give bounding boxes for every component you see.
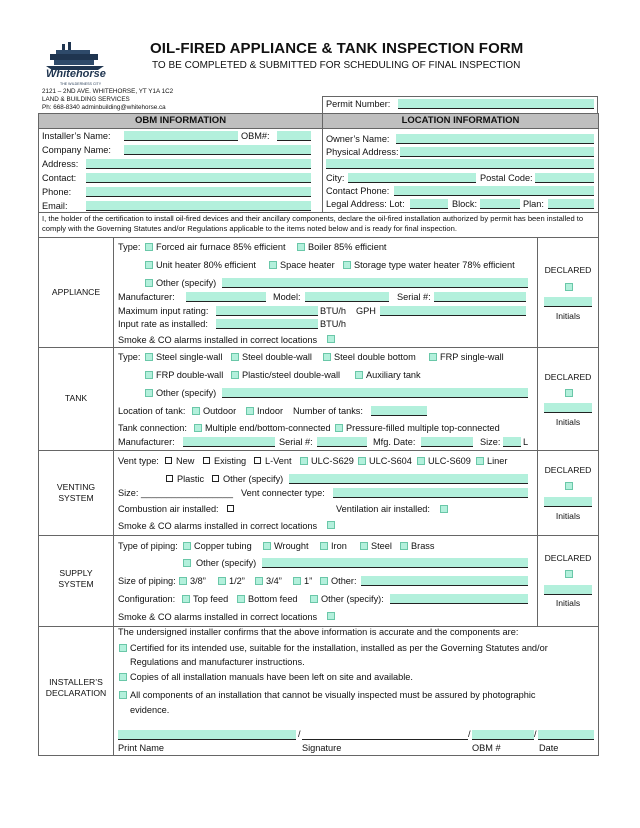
location-heading: LOCATION INFORMATION <box>323 114 598 128</box>
bottom-feed-label: Bottom feed <box>248 594 298 604</box>
obm-number-field[interactable] <box>277 131 311 141</box>
vent-new-label: New <box>176 456 195 466</box>
tank-initials-field[interactable] <box>544 403 592 413</box>
postal-code-label: Postal Code: <box>480 173 533 183</box>
storage-heater-label: Storage type water heater 78% efficient <box>354 260 515 270</box>
venting-declared-label: DECLARED <box>544 465 592 475</box>
steel-checkbox[interactable] <box>360 542 368 550</box>
supply-alarms-label: Smoke & CO alarms installed in correct locations <box>118 612 318 622</box>
contact-label: Contact: <box>42 173 77 183</box>
supply-section-label <box>39 568 113 590</box>
l-vent-label: L-Vent <box>265 456 292 466</box>
steel-label: Steel <box>371 541 392 551</box>
office-address: 2121 – 2ND AVE. WHITEHORSE, YT Y1A 1C2 <box>42 88 174 95</box>
form-title: OIL-FIRED APPLIANCE & TANK INSPECTION FORM <box>150 40 524 57</box>
phone-label: Phone: <box>42 187 72 197</box>
max-input-btu-unit: BTU/h <box>320 306 347 316</box>
installer-name-field[interactable] <box>124 131 238 141</box>
tank-declared-checkbox[interactable] <box>565 389 573 397</box>
space-heater-checkbox[interactable] <box>269 261 277 269</box>
vent-existing-label: Existing <box>214 456 247 466</box>
input-rate-field[interactable] <box>216 319 318 329</box>
size-other-field[interactable] <box>361 576 528 586</box>
date-label: Date <box>539 743 559 753</box>
pressure-filled-checkbox[interactable] <box>335 424 343 432</box>
liner-label: Liner <box>487 456 508 466</box>
size-1-label: 1” <box>304 576 313 586</box>
config-other-field[interactable] <box>390 594 528 604</box>
owner-name-field[interactable] <box>396 134 594 144</box>
form-subtitle: TO BE COMPLETED & SUBMITTED FOR SCHEDULING OF FINAL INSPECTION <box>152 60 521 71</box>
ventilation-air-label: Ventilation air installed: <box>336 504 430 514</box>
email-field[interactable] <box>86 201 311 211</box>
installer-confirm-text: The undersigned installer confirms that the above information is accurate and the components are: <box>118 627 519 637</box>
tank-connection-label: Tank connection: <box>118 423 187 433</box>
supply-initials-field[interactable] <box>544 585 592 595</box>
piping-other-checkbox[interactable] <box>183 559 191 567</box>
gph-label: GPH <box>356 306 376 316</box>
permit-label: Permit Number: <box>326 99 391 109</box>
appliance-type-label: Type: <box>118 242 141 252</box>
appliance-model-label: Model: <box>273 292 301 302</box>
copper-label: Copper tubing <box>194 541 252 551</box>
tank-location-label: Location of tank: <box>118 406 186 416</box>
venting-label-line2: SYSTEM <box>58 493 94 503</box>
top-feed-label: Top feed <box>193 594 229 604</box>
venting-initials-field[interactable] <box>544 497 592 507</box>
photo-evidence-line1: All components of an installation that cannot be visually inspected must be assured by photographic <box>130 690 536 700</box>
tank-size-label: Size: <box>480 437 501 447</box>
block-field[interactable] <box>480 199 520 209</box>
contact-phone-field[interactable] <box>394 186 594 196</box>
storage-heater-checkbox[interactable] <box>343 261 351 269</box>
config-other-label: Other (specify): <box>321 594 384 604</box>
logo-text: Whitehorse <box>46 68 106 80</box>
max-input-label: Maximum input rating: <box>118 306 209 316</box>
configuration-label: Configuration: <box>118 594 176 604</box>
city-field[interactable] <box>348 173 476 183</box>
obm-signoff-label: OBM # <box>472 743 501 753</box>
venting-initials-label: Initials <box>555 511 581 521</box>
tank-initials-label: Initials <box>555 417 581 427</box>
steel-single-checkbox[interactable] <box>145 353 153 361</box>
photo-evidence-line2: evidence. <box>130 705 170 715</box>
vent-other-label: Other (specify) <box>223 474 284 484</box>
iron-checkbox[interactable] <box>320 542 328 550</box>
appliance-manufacturer-label: Manufacturer: <box>118 292 175 302</box>
appliance-declared-label: DECLARED <box>544 265 592 275</box>
manuals-checkbox[interactable] <box>119 673 127 681</box>
indoor-checkbox[interactable] <box>246 407 254 415</box>
unit-heater-label: Unit heater 80% efficient <box>156 260 256 270</box>
size-12-checkbox[interactable] <box>218 577 226 585</box>
permit-number-field[interactable] <box>398 99 594 109</box>
input-rate-label: Input rate as installed: <box>118 319 208 329</box>
ulc609-checkbox[interactable] <box>417 457 425 465</box>
iron-label: Iron <box>331 541 347 551</box>
combustion-air-label: Combustion air installed: <box>118 504 219 514</box>
config-other-checkbox[interactable] <box>310 595 318 603</box>
piping-size-label: Size of piping: <box>118 576 176 586</box>
installer-name-label: Installer’s Name: <box>42 131 111 141</box>
logo-tagline: THE WILDERNESS CITY <box>60 82 102 86</box>
tank-serial-label: Serial #: <box>279 437 313 447</box>
company-name-field[interactable] <box>124 145 311 155</box>
venting-alarms-label: Smoke & CO alarms installed in correct locations <box>118 521 318 531</box>
installer-declaration-label <box>39 677 113 699</box>
bottom-feed-checkbox[interactable] <box>237 595 245 603</box>
frp-single-label: FRP single-wall <box>440 352 504 362</box>
indoor-label: Indoor <box>257 406 284 416</box>
steel-double-label: Steel double-wall <box>242 352 312 362</box>
physical-address-label: Physical Address: <box>326 147 399 157</box>
appliance-serial-label: Serial #: <box>397 292 431 302</box>
appliance-other-checkbox[interactable] <box>145 279 153 287</box>
department: LAND & BUILDING SERVICES <box>42 96 130 103</box>
owner-name-label: Owner’s Name: <box>326 134 390 144</box>
multiple-end-label: Multiple end/bottom-connected <box>205 423 331 433</box>
supply-declared-label: DECLARED <box>544 553 592 563</box>
supply-initials-label: Initials <box>555 598 581 608</box>
certified-line2: Regulations and manufacturer instructions. <box>130 657 305 667</box>
vent-size-label: Size: __________________ <box>118 488 233 498</box>
size-other-label: Other: <box>331 576 357 586</box>
vent-other-checkbox[interactable] <box>212 475 219 482</box>
supply-alarms-checkbox[interactable] <box>327 612 335 620</box>
appliance-other-label: Other (specify) <box>156 278 217 288</box>
ulc629-checkbox[interactable] <box>300 457 308 465</box>
gph-field[interactable] <box>380 306 526 316</box>
supply-declared-checkbox[interactable] <box>565 570 573 578</box>
steel-double-checkbox[interactable] <box>231 353 239 361</box>
space-heater-label: Space heater <box>280 260 335 270</box>
contact-field[interactable] <box>86 173 311 183</box>
obm-heading: OBM INFORMATION <box>39 114 322 128</box>
vent-existing-checkbox[interactable] <box>203 457 210 464</box>
tank-manufacturer-field[interactable] <box>183 437 275 447</box>
piping-other-field[interactable] <box>262 558 528 568</box>
print-name-label: Print Name <box>118 743 164 753</box>
steel-double-bottom-checkbox[interactable] <box>323 353 331 361</box>
tank-other-label: Other (specify) <box>156 388 217 398</box>
frp-double-checkbox[interactable] <box>145 371 153 379</box>
appliance-section-label: APPLIANCE <box>51 287 101 297</box>
block-label: Block: <box>452 199 478 209</box>
appliance-model-field[interactable] <box>305 292 389 302</box>
steel-double-bottom-label: Steel double bottom <box>334 352 416 362</box>
venting-section-label <box>39 482 113 504</box>
liner-checkbox[interactable] <box>476 457 484 465</box>
size-34-checkbox[interactable] <box>255 577 263 585</box>
certified-line1: Certified for its intended use, suitable for the installation, installed as per the Governing Statutes and/or <box>130 643 548 653</box>
company-name-label: Company Name: <box>42 145 111 155</box>
appliance-initials-field[interactable] <box>544 297 592 307</box>
plastic-steel-checkbox[interactable] <box>231 371 239 379</box>
supply-label-line1: SUPPLY <box>59 568 93 578</box>
physical-address-field[interactable] <box>400 147 594 157</box>
appliance-declared-checkbox[interactable] <box>565 283 573 291</box>
frp-single-checkbox[interactable] <box>429 353 437 361</box>
print-name-field[interactable] <box>118 730 296 740</box>
city-label: City: <box>326 173 345 183</box>
tank-other-checkbox[interactable] <box>145 389 153 397</box>
auxiliary-tank-label: Auxiliary tank <box>366 370 421 380</box>
tank-size-unit: L <box>523 437 529 447</box>
address-field[interactable] <box>86 159 311 169</box>
contact-phone-label: Contact Phone: <box>326 186 390 196</box>
brass-checkbox[interactable] <box>400 542 408 550</box>
appliance-alarms-label: Smoke & CO alarms installed in correct locations <box>118 335 318 345</box>
tank-count-field[interactable] <box>371 406 427 416</box>
boiler-label: Boiler 85% efficient <box>308 242 387 252</box>
tank-type-label: Type: <box>118 352 141 362</box>
phone-field[interactable] <box>86 187 311 197</box>
vent-type-label: Vent type: <box>118 456 159 466</box>
boiler-checkbox[interactable] <box>297 243 305 251</box>
plan-field[interactable] <box>548 199 594 209</box>
tank-size-field[interactable] <box>503 437 521 447</box>
address-label: Address: <box>42 159 79 169</box>
vent-plastic-label: Plastic <box>177 474 205 484</box>
tank-other-field[interactable] <box>222 388 528 398</box>
l-vent-checkbox[interactable] <box>254 457 261 464</box>
installer-label-line1: INSTALLER’S <box>49 677 103 687</box>
signature-label: Signature <box>302 743 342 753</box>
frp-double-label: FRP double-wall <box>156 370 224 380</box>
appliance-other-field[interactable] <box>222 278 528 288</box>
appliance-serial-field[interactable] <box>434 292 526 302</box>
wrought-checkbox[interactable] <box>263 542 271 550</box>
wrought-label: Wrought <box>274 541 309 551</box>
date-field[interactable] <box>538 730 594 740</box>
manuals-text: Copies of all installation manuals have been left on site and available. <box>130 672 413 682</box>
tank-serial-field[interactable] <box>317 437 367 447</box>
size-38-checkbox[interactable] <box>179 577 187 585</box>
appliance-alarms-checkbox[interactable] <box>327 335 335 343</box>
slash-1: / <box>298 729 301 739</box>
size-38-label: 3/8” <box>190 576 206 586</box>
outdoor-label: Outdoor <box>203 406 237 416</box>
legal-lot-label: Legal Address: Lot: <box>326 199 405 209</box>
postal-code-field[interactable] <box>535 173 594 183</box>
signature-field[interactable] <box>302 730 468 740</box>
max-input-field[interactable] <box>216 306 318 316</box>
size-34-label: 3/4” <box>266 576 282 586</box>
tank-declared-label: DECLARED <box>544 372 592 382</box>
auxiliary-tank-checkbox[interactable] <box>355 371 363 379</box>
appliance-manufacturer-field[interactable] <box>186 292 266 302</box>
vent-connector-field[interactable] <box>333 488 528 498</box>
vent-plastic-checkbox[interactable] <box>166 475 173 482</box>
tank-manufacturer-label: Manufacturer: <box>118 437 175 447</box>
ulc629-label: ULC-S629 <box>311 456 354 466</box>
piping-type-label: Type of piping: <box>118 541 178 551</box>
size-1-checkbox[interactable] <box>293 577 301 585</box>
office-contact: Ph: 668-8340 adminbuilding@whitehorse.ca <box>42 104 166 111</box>
venting-declared-checkbox[interactable] <box>565 482 573 490</box>
slash-3: / <box>534 729 537 739</box>
mfg-date-label: Mfg. Date: <box>373 437 416 447</box>
declaration-intro: I, the holder of the certification to install oil-fired devices and their ancillary components, declare the oil-fired installation authorized by permit has been installed to comply with the Governing Statutes and/or Regulations applicable to the items noted below and is ready for final inspection. <box>42 214 584 233</box>
copper-checkbox[interactable] <box>183 542 191 550</box>
certified-checkbox[interactable] <box>119 644 127 652</box>
whitehorse-logo <box>44 40 114 88</box>
input-rate-btu-unit: BTU/h <box>320 319 347 329</box>
combustion-air-checkbox[interactable] <box>227 505 234 512</box>
piping-other-label: Other (specify) <box>196 558 257 568</box>
supply-label-line2: SYSTEM <box>58 579 94 589</box>
vent-other-field[interactable] <box>289 474 528 484</box>
unit-heater-checkbox[interactable] <box>145 261 153 269</box>
photographic-evidence-checkbox[interactable] <box>119 691 127 699</box>
venting-alarms-checkbox[interactable] <box>327 521 335 529</box>
top-feed-checkbox[interactable] <box>182 595 190 603</box>
venting-label-line1: VENTING <box>56 482 96 492</box>
tank-section-label: TANK <box>64 393 88 403</box>
ventilation-air-checkbox[interactable] <box>440 505 448 513</box>
steel-single-label: Steel single-wall <box>156 352 223 362</box>
forced-air-checkbox[interactable] <box>145 243 153 251</box>
multiple-end-checkbox[interactable] <box>194 424 202 432</box>
ulc604-label: ULC-S604 <box>369 456 412 466</box>
tank-count-label: Number of tanks: <box>293 406 363 416</box>
slash-2: / <box>468 729 471 739</box>
plan-label: Plan: <box>523 199 544 209</box>
obm-signoff-field[interactable] <box>472 730 534 740</box>
vent-connector-label: Vent connecter type: <box>241 488 325 498</box>
obm-number-label: OBM#: <box>241 131 270 141</box>
email-label: Email: <box>42 201 68 211</box>
size-12-label: 1/2” <box>229 576 245 586</box>
lot-field[interactable] <box>410 199 448 209</box>
brass-label: Brass <box>411 541 435 551</box>
ulc604-checkbox[interactable] <box>358 457 366 465</box>
forced-air-label: Forced air furnace 85% efficient <box>156 242 286 252</box>
plastic-steel-label: Plastic/steel double-wall <box>242 370 341 380</box>
appliance-initials-label: Initials <box>555 311 581 321</box>
pressure-filled-label: Pressure-filled multiple top-connected <box>346 423 500 433</box>
mfg-date-field[interactable] <box>421 437 473 447</box>
outdoor-checkbox[interactable] <box>192 407 200 415</box>
ulc609-label: ULC-S609 <box>428 456 471 466</box>
vent-new-checkbox[interactable] <box>165 457 172 464</box>
physical-address-field-2[interactable] <box>326 159 594 169</box>
size-other-checkbox[interactable] <box>320 577 328 585</box>
installer-label-line2: DECLARATION <box>45 688 107 698</box>
